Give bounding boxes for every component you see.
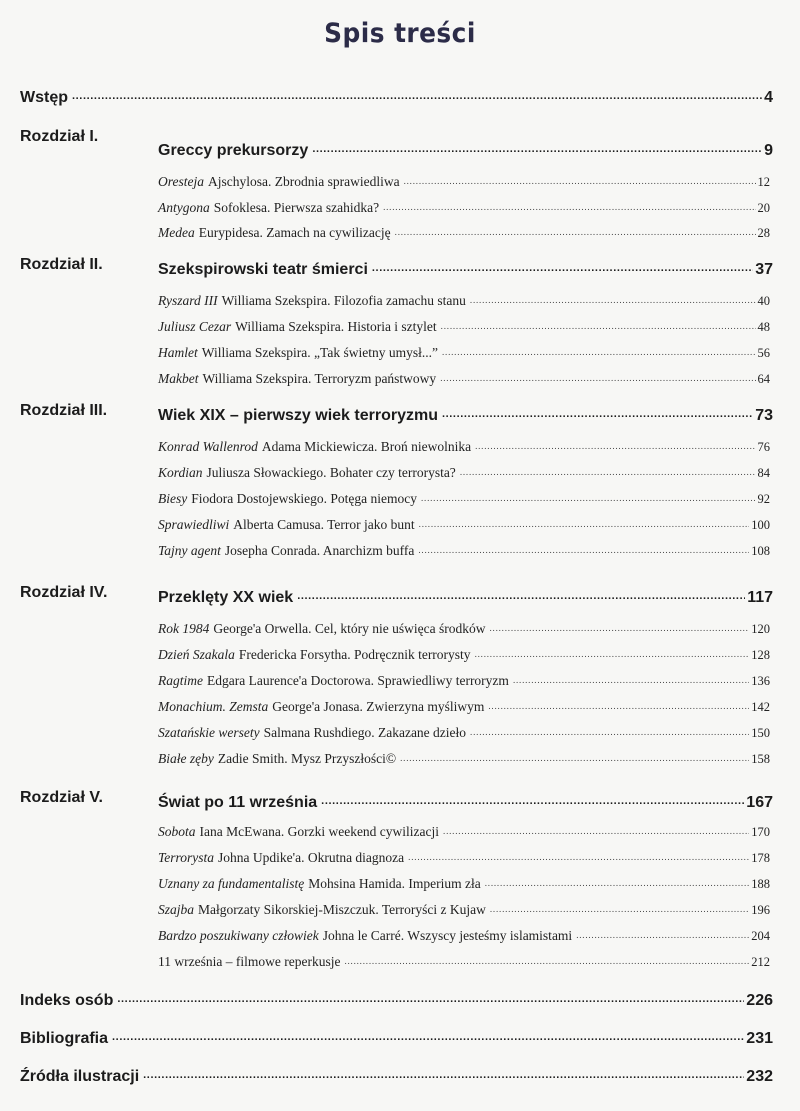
chapter-title: Wiek XIX – pierwszy wiek terroryzmu xyxy=(158,407,438,424)
work-title: Terrorysta xyxy=(158,849,215,865)
chapter-title: Szekspirowski teatr śmierci xyxy=(158,261,368,278)
entry-text: Sofoklesa. Pierwsza szahidka? xyxy=(213,199,380,215)
page-number: 128 xyxy=(751,647,770,662)
page-number: 84 xyxy=(757,465,770,480)
page-number: 28 xyxy=(757,225,770,240)
toc-subentry[interactable] xyxy=(158,291,770,309)
toc-entry-illustration-sources[interactable] xyxy=(20,1065,773,1086)
toc-subentry[interactable] xyxy=(158,489,770,507)
dot-leader xyxy=(475,437,755,451)
page-number: 188 xyxy=(751,876,770,891)
dot-leader xyxy=(576,926,749,940)
page-number: 142 xyxy=(751,699,770,714)
toc-subentry[interactable] xyxy=(158,822,770,840)
toc-subentry[interactable] xyxy=(158,926,770,944)
toc-subentry[interactable] xyxy=(158,541,770,559)
dot-leader xyxy=(489,619,749,633)
work-title: Dzień Szakala xyxy=(158,646,235,662)
page-number: 92 xyxy=(757,491,770,506)
entry-text: Iana McEwana. Gorzki weekend cywilizacji xyxy=(199,823,440,839)
entry-label: Bibliografia xyxy=(20,1030,109,1047)
page-number: 9 xyxy=(764,142,773,159)
dot-leader xyxy=(400,749,749,763)
entry-text: Johna Updike'a. Okrutna diagnoza xyxy=(218,849,405,865)
entry-text: George'a Jonasa. Zwierzyna myśliwym xyxy=(272,698,485,714)
chapter-label: Rozdział II. xyxy=(20,256,103,273)
chapter-label: Rozdział IV. xyxy=(20,584,108,601)
chapter-label: Rozdział I. xyxy=(20,128,99,145)
entry-text: Williama Szekspira. Terroryzm państwowy xyxy=(202,370,437,386)
page-number: 226 xyxy=(746,992,773,1009)
entry-text: Williama Szekspira. Historia i sztylet xyxy=(235,318,437,334)
dot-leader xyxy=(117,989,744,1005)
page-number: 108 xyxy=(751,543,770,558)
work-title: Szatańskie wersety xyxy=(158,724,260,740)
dot-leader xyxy=(404,172,756,186)
toc-subentry[interactable] xyxy=(158,900,770,918)
dot-leader xyxy=(513,671,749,685)
entry-text: Alberta Camusa. Terror jako bunt xyxy=(233,516,415,532)
entry-label: Źródła ilustracji xyxy=(20,1068,140,1085)
toc-subentry[interactable] xyxy=(158,645,770,663)
page-number: 4 xyxy=(764,89,773,106)
work-title: Bardzo poszukiwany człowiek xyxy=(158,927,319,943)
page-number: 20 xyxy=(757,200,770,215)
dot-leader xyxy=(488,697,749,711)
page-number: 231 xyxy=(746,1030,773,1047)
page-number: 170 xyxy=(751,824,770,839)
page-number: 56 xyxy=(757,345,770,360)
entry-text: 11 września – filmowe reperkusje xyxy=(158,953,341,969)
page-title: Spis treści xyxy=(324,18,476,49)
page-number: 48 xyxy=(757,319,770,334)
toc-subentry[interactable] xyxy=(158,697,770,715)
work-title: Konrad Wallenrod xyxy=(158,438,258,454)
chapter-title: Greccy prekursorzy xyxy=(158,142,309,159)
dot-leader xyxy=(321,791,744,807)
entry-label: Indeks osób xyxy=(20,992,114,1009)
entry-text: Fredericka Forsytha. Podręcznik terrorysty xyxy=(238,646,471,662)
work-title: Makbet xyxy=(158,370,199,386)
work-title: Kordian xyxy=(158,464,203,480)
page-number: 136 xyxy=(751,673,770,688)
toc-subentry[interactable] xyxy=(158,515,770,533)
toc-subentry[interactable] xyxy=(158,749,770,767)
dot-leader xyxy=(408,848,749,862)
dot-leader xyxy=(297,586,745,602)
entry-text: Josepha Conrada. Anarchizm buffa xyxy=(224,542,415,558)
dot-leader xyxy=(372,258,753,274)
toc-subentry[interactable] xyxy=(158,874,770,892)
toc-subentry[interactable] xyxy=(158,952,770,970)
work-title: Ragtime xyxy=(158,672,203,688)
page-number: 37 xyxy=(755,261,773,278)
toc-subentry[interactable] xyxy=(158,437,770,455)
dot-leader xyxy=(460,463,756,477)
chapter-heading[interactable] xyxy=(158,586,773,607)
chapter-heading[interactable] xyxy=(158,791,773,812)
page-number: 167 xyxy=(746,794,773,811)
entry-text: Williama Szekspira. „Tak świetny umysł...” xyxy=(201,344,438,360)
entry-text: Ajschylosa. Zbrodnia sprawiedliwa xyxy=(208,173,400,189)
entry-text: Salmana Rushdiego. Zakazane dzieło xyxy=(263,724,467,740)
page-number: 150 xyxy=(751,725,770,740)
dot-leader xyxy=(440,369,755,383)
chapter-title: Przeklęty XX wiek xyxy=(158,589,294,606)
page-number: 158 xyxy=(751,751,770,766)
page-number: 76 xyxy=(757,439,770,454)
toc-entry-intro[interactable] xyxy=(20,86,773,107)
dot-leader xyxy=(470,723,749,737)
dot-leader xyxy=(112,1027,744,1043)
work-title: Tajny agent xyxy=(158,542,221,558)
work-title: Białe zęby xyxy=(158,750,214,766)
toc-subentry[interactable] xyxy=(158,619,770,637)
toc-subentry[interactable] xyxy=(158,343,770,361)
entry-text: Mohsina Hamida. Imperium zła xyxy=(308,875,481,891)
page-number: 212 xyxy=(751,954,770,969)
dot-leader xyxy=(441,317,756,331)
work-title: Hamlet xyxy=(158,344,198,360)
work-title: Ryszard III xyxy=(158,292,218,308)
toc-subentry[interactable] xyxy=(158,369,770,387)
dot-leader xyxy=(395,223,756,237)
entry-text: Juliusza Słowackiego. Bohater czy terrorysta? xyxy=(206,464,456,480)
dot-leader xyxy=(419,515,750,529)
entry-label: Wstęp xyxy=(20,89,68,106)
toc-subentry[interactable] xyxy=(158,671,770,689)
page-number: 12 xyxy=(757,174,770,189)
toc-entry-bibliography[interactable] xyxy=(20,1027,773,1048)
entry-text: George'a Orwella. Cel, który nie uświęca środków xyxy=(213,620,486,636)
toc-subentry[interactable] xyxy=(158,463,770,481)
dot-leader xyxy=(383,198,755,212)
dot-leader xyxy=(442,343,756,357)
dot-leader xyxy=(312,139,762,155)
entry-text: Zadie Smith. Mysz Przyszłości© xyxy=(217,750,397,766)
dot-leader xyxy=(442,404,753,420)
page-number: 64 xyxy=(757,371,770,386)
entry-text: Fiodora Dostojewskiego. Potęga niemocy xyxy=(191,490,417,506)
chapter-heading[interactable] xyxy=(158,258,773,279)
dot-leader xyxy=(72,86,762,102)
dot-leader xyxy=(490,900,749,914)
page-number: 120 xyxy=(751,621,770,636)
entry-text: Johna le Carré. Wszyscy jesteśmy islamistami xyxy=(322,927,573,943)
page-number: 196 xyxy=(751,902,770,917)
work-title: Sprawiedliwi xyxy=(158,516,230,532)
chapter-label: Rozdział V. xyxy=(20,789,103,806)
dot-leader xyxy=(344,952,749,966)
entry-text: Adama Mickiewicza. Broń niewolnika xyxy=(261,438,472,454)
work-title: Antygona xyxy=(158,199,210,215)
dot-leader xyxy=(418,541,749,555)
chapter-heading[interactable] xyxy=(158,404,773,425)
work-title: Uznany za fundamentalistę xyxy=(158,875,305,891)
work-title: Oresteja xyxy=(158,173,204,189)
dot-leader xyxy=(470,291,756,305)
page-number: 100 xyxy=(751,517,770,532)
work-title: Rok 1984 xyxy=(158,620,210,636)
toc-subentry[interactable] xyxy=(158,172,770,190)
page-number: 232 xyxy=(746,1068,773,1085)
toc-subentry[interactable] xyxy=(158,723,770,741)
work-title: Biesy xyxy=(158,490,188,506)
dot-leader xyxy=(475,645,750,659)
entry-text: Małgorzaty Sikorskiej-Miszczuk. Terroryści z Kujaw xyxy=(198,901,486,917)
page-number: 204 xyxy=(751,928,770,943)
dot-leader xyxy=(143,1065,744,1081)
work-title: Sobota xyxy=(158,823,196,839)
chapter-label: Rozdział III. xyxy=(20,402,108,419)
chapter-heading[interactable] xyxy=(158,139,773,160)
entry-text: Eurypidesa. Zamach na cywilizację xyxy=(198,224,391,240)
work-title: Monachium. Zemsta xyxy=(158,698,269,714)
work-title: Medea xyxy=(158,224,195,240)
page-number: 73 xyxy=(755,407,773,424)
page-number: 178 xyxy=(751,850,770,865)
dot-leader xyxy=(485,874,750,888)
toc-subentry[interactable] xyxy=(158,848,770,866)
entry-text: Edgara Laurence'a Doctorowa. Sprawiedliwy terroryzm xyxy=(207,672,509,688)
dot-leader xyxy=(421,489,756,503)
toc-entry-index[interactable] xyxy=(20,989,773,1010)
page-number: 117 xyxy=(747,589,773,606)
page-number: 40 xyxy=(757,293,770,308)
toc-subentry[interactable] xyxy=(158,198,770,216)
toc-subentry[interactable] xyxy=(158,223,770,241)
entry-text: Williama Szekspira. Filozofia zamachu stanu xyxy=(221,292,466,308)
work-title: Juliusz Cezar xyxy=(158,318,232,334)
work-title: Szajba xyxy=(158,901,195,917)
dot-leader xyxy=(443,822,749,836)
chapter-title: Świat po 11 września xyxy=(158,794,318,811)
toc-subentry[interactable] xyxy=(158,317,770,335)
